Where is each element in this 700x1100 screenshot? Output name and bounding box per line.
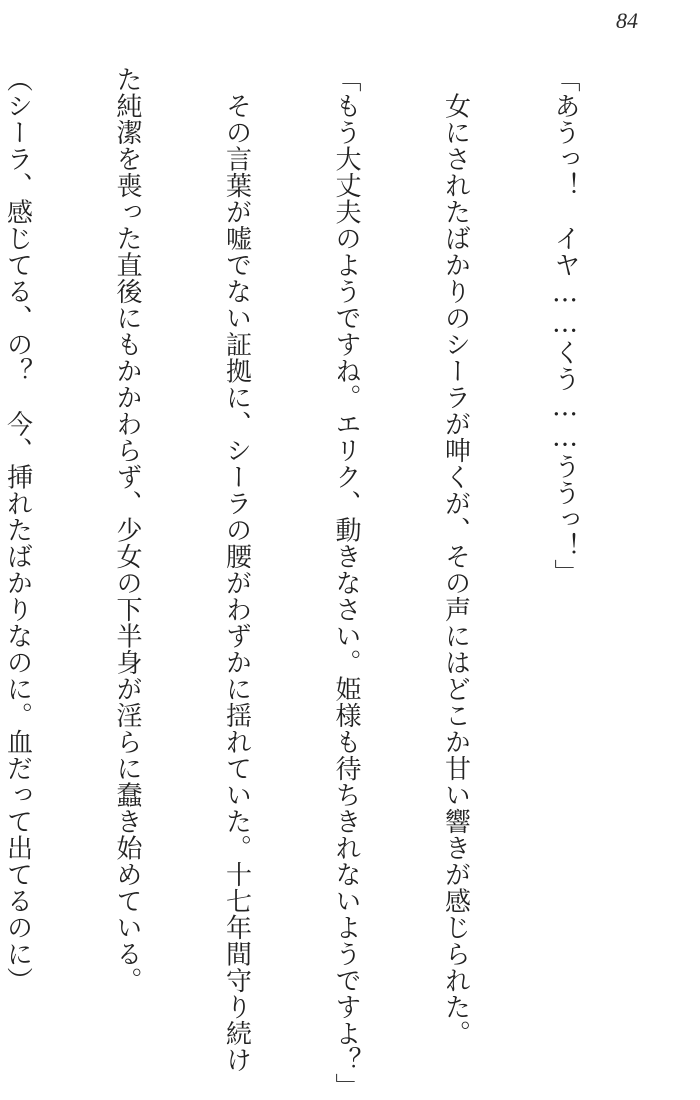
text-line: 女にされたばかりのシーラが呻くが、その声にはどこか甘い響きが感じられた。: [440, 66, 471, 1047]
text-line: その言葉が嘘でない証拠に、シーラの腰がわずかに揺れていた。十七年間守り続け: [221, 66, 252, 1073]
text-line: 「もう大丈夫のようですね。エリク、動きなさい。姫様も待ちきれないようですよ？」: [331, 66, 361, 1100]
page-number: 84: [616, 8, 638, 33]
text-line: た純潔を喪った直後にもかかわらず、少女の下半身が淫らに蠢き始めている。: [112, 66, 142, 994]
text-line: （シーラ、感じてる、の？ 今、挿れたばかりなのに。血だって出てるのに）: [2, 66, 33, 994]
text-line: 「あうっ！ イヤ……くう……ううっ！」: [550, 66, 580, 586]
novel-text-body: [0, 66, 656, 1100]
